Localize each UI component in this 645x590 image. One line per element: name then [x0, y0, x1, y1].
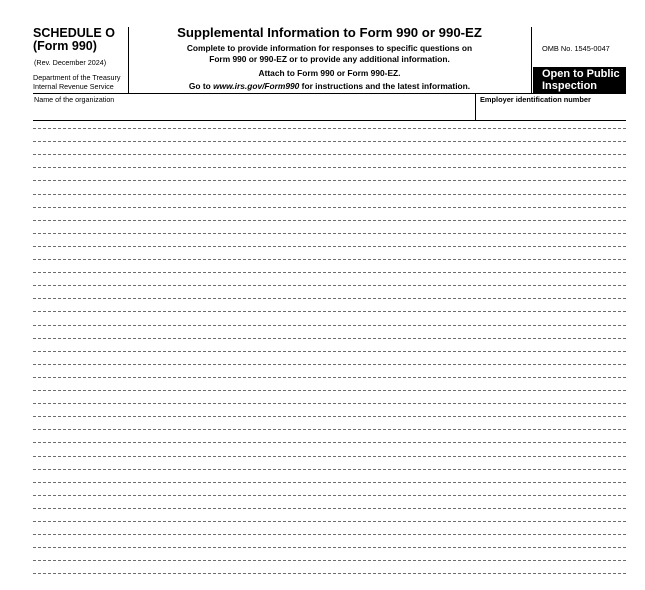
- title-block: [129, 27, 530, 93]
- continuation-line[interactable]: [33, 573, 626, 574]
- continuation-line[interactable]: [33, 311, 626, 312]
- continuation-line[interactable]: [33, 560, 626, 561]
- continuation-line[interactable]: [33, 154, 626, 155]
- ein-label: Employer identification number: [480, 95, 591, 104]
- continuation-line[interactable]: [33, 128, 626, 129]
- continuation-line[interactable]: [33, 403, 626, 404]
- schedule-o-form: [33, 27, 626, 121]
- continuation-line[interactable]: [33, 521, 626, 522]
- department-line-2: Internal Revenue Service: [33, 82, 114, 91]
- continuation-line[interactable]: [33, 325, 626, 326]
- continuation-line[interactable]: [33, 141, 626, 142]
- form-header: [33, 27, 626, 94]
- continuation-line[interactable]: [33, 272, 626, 273]
- form-number: (Form 990): [33, 39, 97, 53]
- continuation-line[interactable]: [33, 338, 626, 339]
- continuation-line[interactable]: [33, 416, 626, 417]
- instruction-line-2: Form 990 or 990-EZ or to provide any additional information.: [209, 53, 450, 64]
- omb-number: OMB No. 1545-0047: [542, 44, 610, 53]
- ein-cell: [475, 94, 627, 120]
- form-title: Supplemental Information to Form 990 or 990-EZ: [177, 25, 482, 40]
- goto-note: [129, 81, 530, 92]
- continuation-line[interactable]: [33, 364, 626, 365]
- continuation-line[interactable]: [33, 285, 626, 286]
- identification-row: [33, 94, 626, 121]
- continuation-line[interactable]: [33, 508, 626, 509]
- continuation-line[interactable]: [33, 534, 626, 535]
- open-to-public-text: [542, 68, 620, 92]
- continuation-line[interactable]: [33, 390, 626, 391]
- department-block: [33, 73, 121, 91]
- department-line-1: Department of the Treasury: [33, 73, 121, 82]
- goto-prefix: Go to: [188, 81, 214, 91]
- omb-block: [531, 27, 627, 93]
- continuation-line[interactable]: [33, 207, 626, 208]
- continuation-line[interactable]: [33, 442, 626, 443]
- continuation-line[interactable]: [33, 180, 626, 181]
- revision-date: (Rev. December 2024): [34, 58, 107, 67]
- continuation-line[interactable]: [33, 220, 626, 221]
- open-line-2: Inspection: [542, 80, 598, 92]
- instruction-line-1: Complete to provide information for responses to specific questions on: [186, 43, 473, 53]
- organization-name-label: Name of the organization: [34, 95, 115, 104]
- schedule-title: SCHEDULE O: [33, 26, 115, 40]
- continuation-line[interactable]: [33, 298, 626, 299]
- open-to-public-badge: [533, 67, 626, 93]
- continuation-line[interactable]: [33, 469, 626, 470]
- continuation-line[interactable]: [33, 377, 626, 378]
- ein-field[interactable]: [480, 104, 625, 119]
- continuation-line[interactable]: [33, 259, 626, 260]
- continuation-line[interactable]: [33, 194, 626, 195]
- continuation-line[interactable]: [33, 351, 626, 352]
- continuation-line[interactable]: [33, 429, 626, 430]
- continuation-line[interactable]: [33, 495, 626, 496]
- continuation-line[interactable]: [33, 482, 626, 483]
- form-identifier-block: [33, 27, 129, 93]
- continuation-line[interactable]: [33, 456, 626, 457]
- continuation-line[interactable]: [33, 547, 626, 548]
- irs-link[interactable]: www.irs.gov/Form990: [213, 81, 300, 91]
- continuation-line[interactable]: [33, 167, 626, 168]
- continuation-line[interactable]: [33, 246, 626, 247]
- organization-name-field[interactable]: [34, 104, 472, 119]
- instructions: [129, 43, 530, 64]
- continuation-line[interactable]: [33, 233, 626, 234]
- attach-note: Attach to Form 990 or Form 990-EZ.: [258, 68, 401, 78]
- goto-suffix: for instructions and the latest information.: [299, 81, 471, 91]
- open-line-1: Open to Public: [542, 68, 620, 80]
